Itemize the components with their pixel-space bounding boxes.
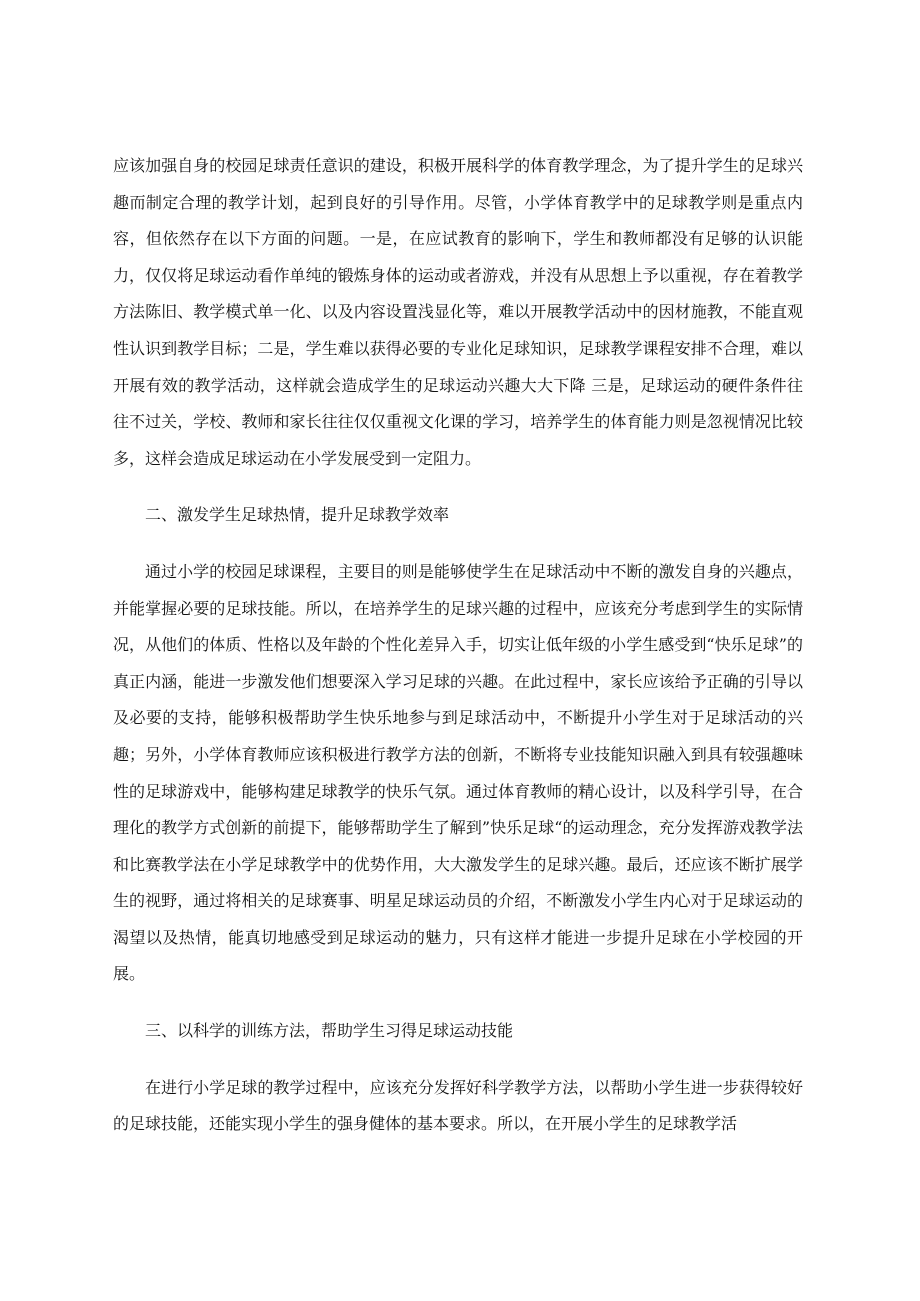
document-page	[113, 148, 803, 1143]
paragraph-spacer	[113, 534, 803, 554]
body-paragraph: 应该加强自身的校园足球责任意识的建设，积极开展科学的体育教学理念，为了提升学生的足球兴趣而制定合理的教学计划，起到良好的引导作用。尽管，小学体育教学中的足球教学则是重点内容，但依然存在以下方面的问题。一是，在应试教育的影响下，学生和教师都没有足够的认识能力，仅仅将足球运动看作单纯的锻炼身体的运动或者游戏，并没有从思想上予以重视，存在着教学方法陈旧、教学模式单一化、以及内容设置浅显化等，难以开展教学活动中的因材施教，不能直观性认识到教学目标；二是，学生难以获得必要的专业化足球知识，足球教学课程安排不合理，难以开展有效的教学活动，这样就会造成学生的足球运动兴趣大大下降 三是，足球运动的硬件条件往往不过关，学校、教师和家长往往仅仅重视文化课的学习，培养学生的体育能力则是忽视情况比较多，这样会造成足球运动在小学发展受到一定阻力。	[113, 156, 803, 468]
body-paragraph: 通过小学的校园足球课程，主要目的则是能够使学生在足球活动中不断的激发自身的兴趣点，并能掌握必要的足球技能。所以，在培养学生的足球兴趣的过程中，应该充分考虑到学生的实际情况，从他们的体质、性格以及年龄的个性化差异入手，切实让低年级的小学生感受到“快乐足球”的真正内涵，能进一步激发他们想要深入学习足球的兴趣。在此过程中，家长应该给予正确的引导以及必要的支持，能够积极帮助学生快乐地参与到足球活动中，不断提升小学生对于足球活动的兴趣；另外，小学体育教师应该积极进行教学方法的创新，不断将专业技能知识融入到具有较强趣味性的足球游戏中，能够构建足球教学的快乐气氛。通过体育教师的精心设计，以及科学引导，在合理化的教学方式创新的前提下，能够帮助学生了解到”快乐足球“的运动理念，充分发挥游戏教学法和比赛教学法在小学足球教学中的优势作用，大大激发学生的足球兴趣。最后，还应该不断扩展学生的视野，通过将相关的足球赛事、明星足球运动员的介绍，不断激发小学生内心对于足球运动的渴望以及热情，能真切地感受到足球运动的魅力，只有这样才能进一步提升足球在小学校园的开展。	[113, 561, 803, 984]
paragraph-spacer	[113, 993, 803, 1013]
paragraph-spacer	[113, 1050, 803, 1070]
section-heading: 二、激发学生足球热情，提升足球教学效率	[145, 505, 450, 525]
paragraph-spacer	[113, 477, 803, 497]
body-paragraph: 在进行小学足球的教学过程中，应该充分发挥好科学教学方法，以帮助小学生进一步获得较好的足球技能，还能实现小学生的强身健体的基本要求。所以，在开展小学生的足球教学活	[113, 1077, 803, 1134]
section-heading: 三、以科学的训练方法，帮助学生习得足球运动技能	[145, 1021, 514, 1041]
